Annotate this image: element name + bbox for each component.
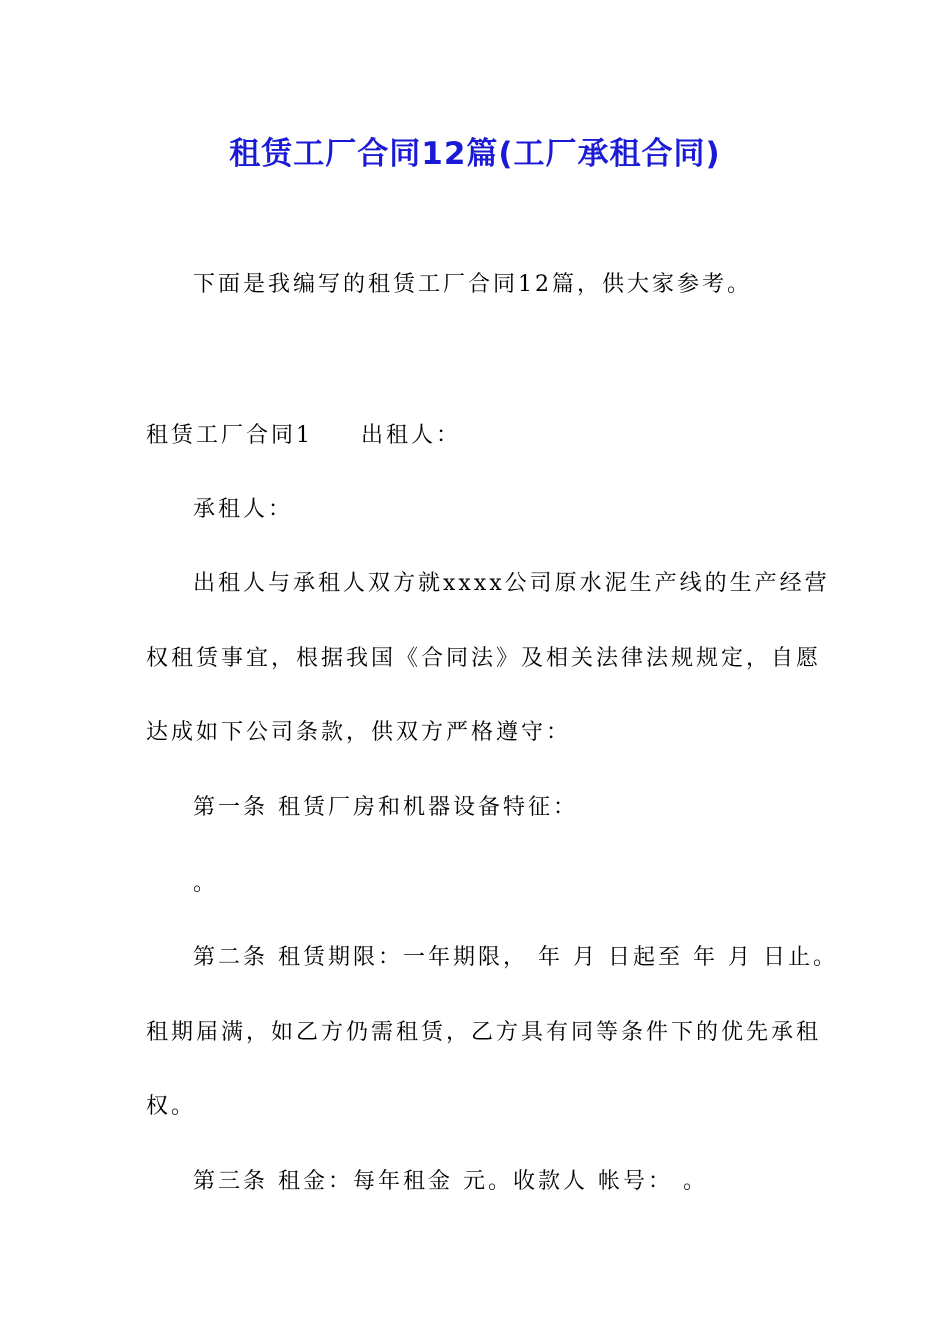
paragraph-line: 达成如下公司条款，供双方严格遵守：: [146, 720, 572, 745]
section-heading: 租赁工厂合同1: [146, 423, 313, 448]
section-heading-line: [146, 418, 461, 454]
article-2-line: 第二条 租赁期限：一年期限， 年 月 日起至 年 月 日止。: [193, 945, 838, 970]
article-2-line: 租期届满，如乙方仍需租赁，乙方具有同等条件下的优先承租: [146, 1020, 822, 1045]
article-3: 第三条 租金：每年租金 元。收款人 帐号： 。: [193, 1169, 708, 1194]
lessee-label: 承租人：: [193, 497, 294, 522]
article-1: 第一条 租赁厂房和机器设备特征：: [193, 795, 578, 820]
page-title: 租赁工厂合同12篇(工厂承租合同): [229, 136, 721, 172]
lessor-label: 出租人：: [361, 423, 462, 448]
paragraph-line: 出租人与承租人双方就xxxx公司原水泥生产线的生产经营: [193, 571, 830, 596]
article-1-blank: 。: [193, 871, 219, 896]
paragraph-line: 权租赁事宜，根据我国《合同法》及相关法律法规规定，自愿: [146, 646, 822, 671]
article-2-line: 权。: [146, 1094, 197, 1119]
intro-text: 下面是我编写的租赁工厂合同12篇，供大家参考。: [193, 272, 752, 297]
